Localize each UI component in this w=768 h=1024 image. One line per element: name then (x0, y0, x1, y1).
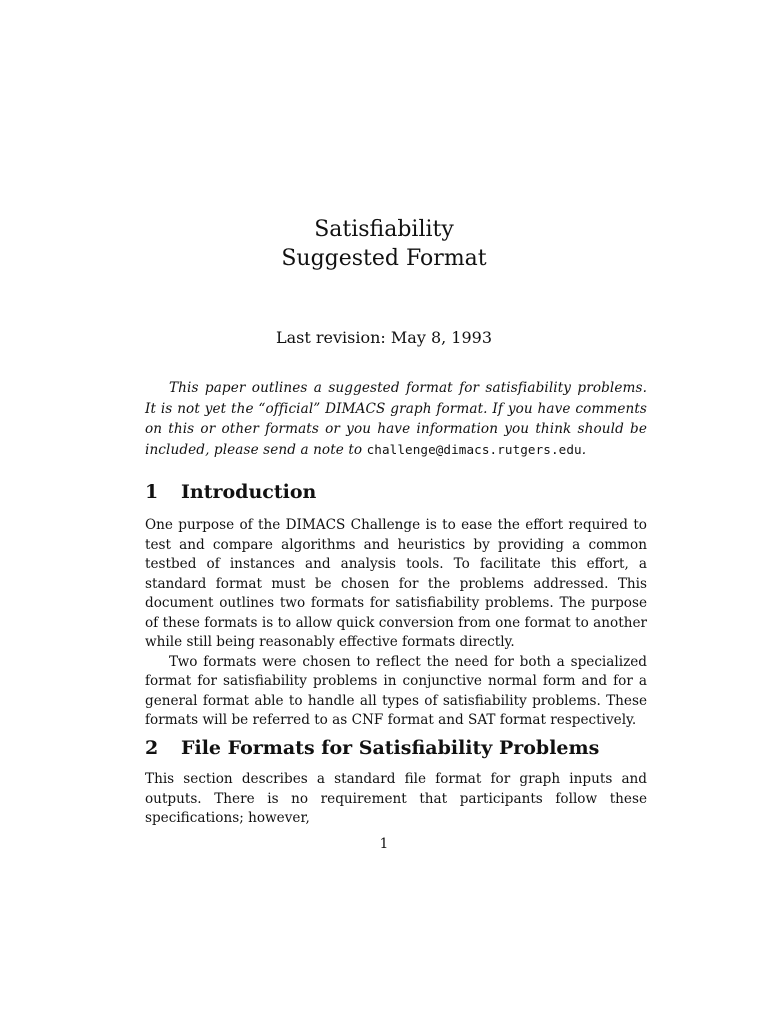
abstract (145, 378, 647, 460)
section-2-body (145, 770, 647, 829)
section-2-paragraph-1: This section describes a standard file format for graph inputs and outputs. There is no requirement that participants follow these specifications; however, (145, 771, 647, 826)
abstract-text: This paper outlines a suggested format for satisfiability problems. It is not yet the “official” DIMACS graph format. If you have comments on this or other formats or you have information you think should be included, please send a note to (145, 380, 647, 458)
section-2-number: 2 (145, 737, 159, 759)
section-1-paragraph-1: One purpose of the DIMACS Challenge is to ease the effort required to test and compare algorithms and heuristics by providing a common testbed of instances and analysis tools. To facilitate this effort, a standard format must be chosen for the problems addressed. This document outlines two formats for satisfiability problems. The purpose of these formats is to allow quick conversion from one format to another while still being reasonably effective formats directly. (145, 517, 647, 650)
document-title (0, 215, 768, 273)
section-1-paragraph-2: Two formats were chosen to reflect the need for both a specialized format for satisfiability problems in conjunctive normal form and for a general format able to handle all types of satisfiability problems. These formats will be referred to as CNF format and SAT format respectively. (145, 653, 647, 728)
section-1-number: 1 (145, 481, 159, 503)
revision-date: Last revision: May 8, 1993 (275, 328, 493, 347)
abstract-end: . (581, 441, 587, 458)
contact-email: challenge@dimacs.rutgers.edu (366, 441, 582, 457)
section-2-title: File Formats for Satisfiability Problems (181, 737, 600, 759)
title-line-1: Satisfiability (314, 217, 454, 242)
section-1-body (145, 516, 647, 731)
section-1-heading (145, 480, 316, 504)
title-line-2: Suggested Format (281, 246, 487, 271)
section-1-title: Introduction (181, 481, 317, 503)
page-number: 1 (379, 836, 389, 852)
section-2-heading (145, 736, 599, 760)
